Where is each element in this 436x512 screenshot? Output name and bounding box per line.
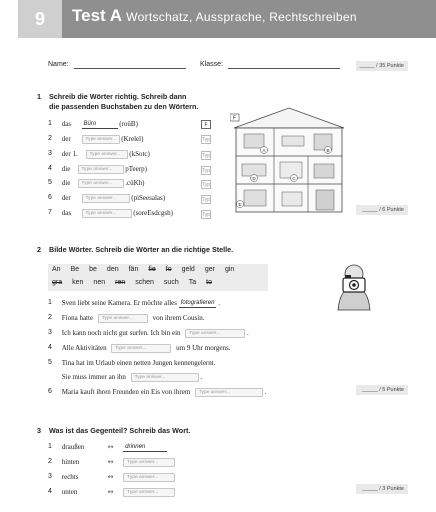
task2-row-2: 2 Fiona hatte Type answer... von ihrem Cousin. — [48, 314, 205, 323]
word-bank-row-2: gra ken nen ren schen such Ta to — [52, 279, 212, 286]
task1-letter-2[interactable]: Typ — [202, 137, 211, 143]
task1-row-4: 4 die Type answer... pTeerp) — [48, 165, 147, 174]
house-illustration — [230, 106, 348, 214]
task3-row-2: 2 hinten ↔ Type answer... — [48, 457, 175, 467]
task1-row-6: 6 der Type answer... (piSeesalas) — [48, 194, 166, 203]
task2-input-2[interactable]: Type answer... — [98, 314, 148, 323]
class-label: Klasse: — [200, 61, 223, 68]
task1-answer-1: Büro — [82, 120, 118, 129]
task2-row-5: 5 Tina hat im Urlaub einen netten Jungen kennengelernt. — [48, 359, 216, 368]
task1-row-2: 2 der Type answer... (Krelel) — [48, 135, 144, 144]
task3-input-2[interactable]: Type answer... — [123, 458, 175, 467]
task2-row-5b: Sie muss immer an ihn Type answer... . — [61, 373, 203, 382]
house-label-a: A — [262, 147, 266, 153]
task1-letter-7[interactable]: Typ — [202, 212, 211, 218]
task1-letter-1: F — [201, 120, 211, 129]
class-field[interactable] — [228, 60, 340, 69]
task2-row-4: 4 Alle Aktivitäten Type answer... um 9 Uhr morgens. — [48, 344, 231, 353]
name-label: Name: — [48, 61, 69, 68]
task1-input-6[interactable]: Type answer... — [82, 194, 130, 203]
task1-input-2[interactable]: Type answer... — [82, 135, 120, 144]
task2-row-3: 3 Ich kann noch nicht gut surfen. Ich bin ein Type answer... . — [48, 329, 249, 338]
task3-row-3: 3 rechts ↔ Type answer... — [48, 472, 175, 482]
house-label-d: D — [252, 175, 256, 181]
task1-row-5: 5 die Type answer... .cüKh) — [48, 179, 145, 188]
word-bank-row-1: An Be be den fän fie fo geld ger gin — [52, 266, 235, 273]
opposite-arrow-icon: ↔ — [107, 473, 114, 482]
task2-input-3[interactable]: Type answer... — [185, 329, 245, 338]
task1-input-7[interactable]: Type answer... — [82, 209, 132, 218]
task3-row-1: 1 draußen ↔ drinnen — [48, 442, 167, 452]
task1-input-5[interactable]: Type answer... — [78, 179, 124, 188]
opposite-arrow-icon: ↔ — [107, 458, 114, 467]
house-label-f: F — [232, 115, 237, 122]
task1-score: _____ / 6 Punkte — [356, 205, 408, 215]
photographer-illustration — [330, 262, 378, 312]
task1-input-3[interactable]: Type answer... — [86, 150, 128, 159]
task2-input-6[interactable]: Type answer... — [195, 388, 263, 397]
task3-answer-1: drinnen — [123, 443, 167, 452]
unit-number: 9 — [18, 0, 62, 38]
task1-letter-5[interactable]: Typ — [202, 182, 211, 188]
test-subtitle: Wortschatz, Aussprache, Rechtschreiben — [126, 10, 357, 24]
task3-input-3[interactable]: Type answer... — [123, 473, 175, 482]
total-score: _____ / 35 Punkte — [356, 61, 408, 71]
task2-input-5[interactable]: Type answer... — [131, 373, 199, 382]
task1-letter-3[interactable]: Typ — [202, 153, 211, 159]
task2-row-1: 1 Sven liebt seine Kamera. Er möchte alles fotografieren . — [48, 299, 220, 308]
task1-letter-4[interactable]: Typ — [202, 168, 211, 174]
word-bank — [48, 264, 268, 291]
task3-input-4[interactable]: Type answer... — [123, 488, 175, 497]
house-label-c: C — [292, 175, 296, 181]
task2-row-6: 6 Maria kauft ihren Freunden ein Eis von ihrem Type answer... . — [48, 388, 267, 397]
task1-row-3: 3 der 1. Type answer... (kSotc) — [48, 150, 150, 159]
task2-answer-1: fotografieren — [180, 299, 215, 306]
task3-score: _____ / 3 Punkte — [356, 484, 408, 494]
task1-row-7: 7 das Type answer... (soreEsdcgsh) — [48, 209, 173, 218]
task2-input-4[interactable]: Type answer... — [111, 344, 171, 353]
task1-letter-6[interactable]: Typ — [202, 197, 211, 203]
house-label-b: B — [326, 147, 330, 153]
task1-row-1: 1 das Büro (roüB) — [48, 120, 138, 129]
test-title — [72, 6, 357, 26]
opposite-arrow-icon: ↔ — [107, 443, 114, 452]
house-label-e: E — [238, 201, 242, 207]
task3-row-4: 4 unten ↔ Type answer... — [48, 487, 175, 497]
opposite-arrow-icon: ↔ — [107, 488, 114, 497]
task1-input-4[interactable]: Type answer... — [78, 165, 124, 174]
test-label: Test A — [72, 6, 122, 25]
task2-score: _____ / 5 Punkte — [356, 385, 408, 395]
name-field[interactable] — [74, 60, 186, 69]
